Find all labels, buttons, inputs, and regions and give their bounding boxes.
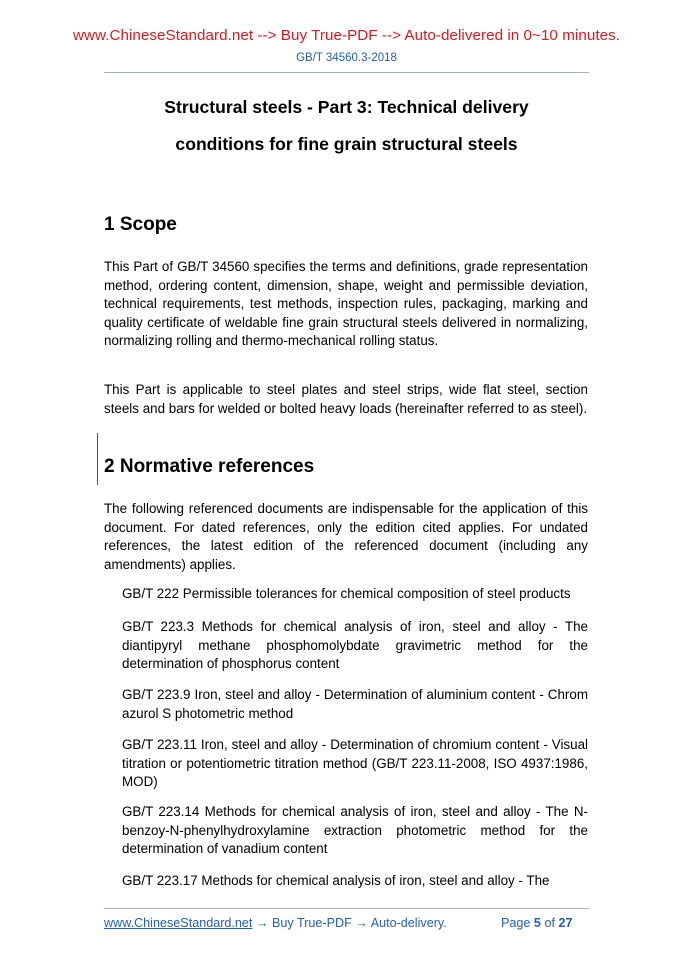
document-title-line-2: conditions for fine grain structural steels <box>175 134 518 154</box>
revision-bar <box>97 433 98 485</box>
footer-purchase-text: → Buy True-PDF → Auto-delivery. <box>255 916 447 930</box>
section-heading-scope: 1 Scope <box>104 214 177 235</box>
section-heading-normative-references: 2 Normative references <box>104 456 315 477</box>
header-divider <box>104 72 589 73</box>
reference-item: GB/T 223.14 Methods for chemical analysis of iron, steel and alloy - The N-benzoy-N-phenylhydroxylamine extraction photometric method for the determination of vanadium content <box>122 804 588 857</box>
reference-item: GB/T 223.9 Iron, steel and alloy - Determination of aluminium content - Chrom azurol S photometric method <box>122 687 588 721</box>
reference-item: GB/T 223.17 Methods for chemical analysis of iron, steel and alloy - The <box>122 873 550 888</box>
page-of-label: of <box>544 916 555 930</box>
footer-divider <box>104 908 589 909</box>
page-label: Page <box>501 916 531 930</box>
standard-number: GB/T 34560.3-2018 <box>296 52 397 64</box>
top-banner[interactable]: www.ChineseStandard.net --> Buy True-PDF --> Auto-delivered in 0~10 minutes. <box>72 27 621 44</box>
normative-intro-paragraph: The following referenced documents are indispensable for the application of this document. For dated references, only the edition cited applies. For undated references, the latest edition of the referenced document (including any amendments) applies. <box>104 501 588 572</box>
page-current: 5 <box>533 916 541 930</box>
page-indicator <box>501 916 572 930</box>
footer-site-link[interactable]: www.ChineseStandard.net <box>104 916 253 930</box>
page-total: 27 <box>558 916 573 930</box>
reference-item: GB/T 223.11 Iron, steel and alloy - Determination of chromium content - Visual titration or potentiometric titration method (GB/T 223.11-2008, ISO 4937:1986, MOD) <box>122 737 588 790</box>
reference-item: GB/T 222 Permissible tolerances for chemical composition of steel products <box>122 586 571 601</box>
document-title-line-1: Structural steels - Part 3: Technical delivery <box>164 97 529 117</box>
reference-item: GB/T 223.3 Methods for chemical analysis of iron, steel and alloy - The diantipyryl methane phosphomolybdate gravimetric method for the determination of phosphorus content <box>122 619 588 672</box>
scope-paragraph-1: This Part of GB/T 34560 specifies the terms and definitions, grade representation method, ordering content, dimension, shape, weight and permissible deviation, technical requirements, test methods, inspection rules, packaging, marking and quality certificate of weldable fine grain structural steels delivered in normalizing, normalizing rolling and thermo-mechanical rolling status. <box>104 259 588 349</box>
footer-purchase-line <box>104 916 447 930</box>
scope-paragraph-2: This Part is applicable to steel plates and steel strips, wide flat steel, section steels and bars for welded or bolted heavy loads (hereinafter referred to as steel). <box>104 382 588 416</box>
